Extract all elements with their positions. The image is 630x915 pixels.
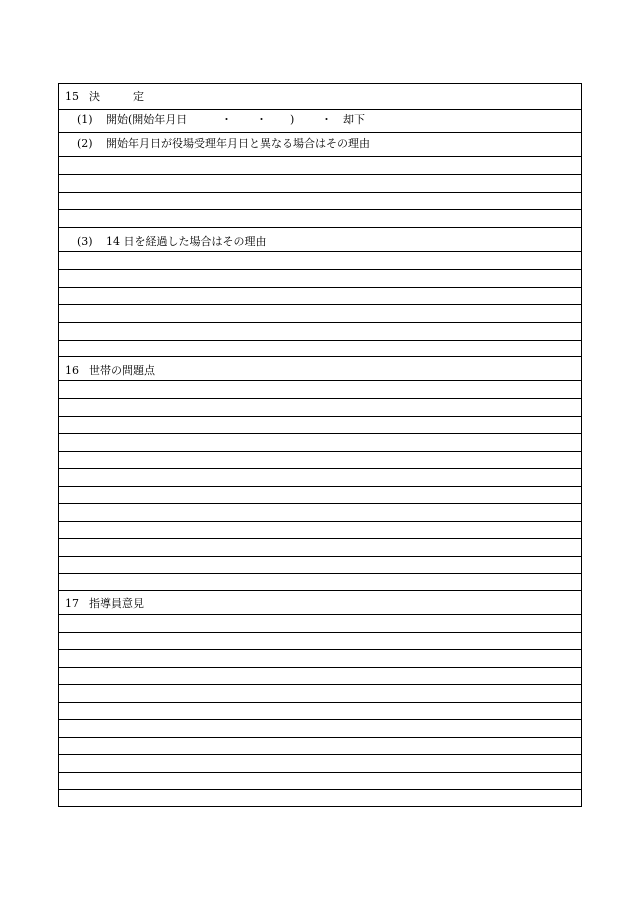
report-form bbox=[58, 83, 582, 807]
divider bbox=[59, 227, 581, 228]
writing-line bbox=[59, 209, 581, 210]
writing-line bbox=[59, 789, 581, 790]
section-divider bbox=[59, 590, 581, 591]
item1-separator: ・ bbox=[321, 113, 332, 126]
writing-line bbox=[59, 398, 581, 399]
writing-line bbox=[59, 433, 581, 434]
writing-line bbox=[59, 468, 581, 469]
divider bbox=[59, 132, 581, 133]
writing-line bbox=[59, 322, 581, 323]
divider bbox=[59, 156, 581, 157]
writing-line bbox=[59, 521, 581, 522]
writing-line bbox=[59, 573, 581, 574]
section15-title: 決 定 bbox=[89, 90, 144, 103]
writing-line bbox=[59, 416, 581, 417]
item1-text: 開始(開始年月日 bbox=[106, 113, 188, 126]
writing-line bbox=[59, 667, 581, 668]
writing-line bbox=[59, 451, 581, 452]
item2-text: 開始年月日が役場受理年月日と異なる場合はその理由 bbox=[106, 137, 370, 150]
section16-number: 16 bbox=[65, 364, 79, 377]
item1-close-paren: ) bbox=[290, 113, 295, 126]
writing-line bbox=[59, 754, 581, 755]
item1-date-separator-2: ・ bbox=[256, 113, 267, 126]
section17-title: 指導員意見 bbox=[89, 597, 144, 610]
writing-line bbox=[59, 556, 581, 557]
divider bbox=[59, 251, 581, 252]
item1-date-separator-1: ・ bbox=[221, 113, 232, 126]
section-divider bbox=[59, 356, 581, 357]
writing-line bbox=[59, 538, 581, 539]
writing-line bbox=[59, 684, 581, 685]
writing-line bbox=[59, 269, 581, 270]
section15-number: 15 bbox=[65, 90, 79, 103]
item1-number: (1) bbox=[77, 113, 93, 126]
divider bbox=[59, 109, 581, 110]
item3-text: 14 日を経過した場合はその理由 bbox=[106, 235, 267, 248]
writing-line bbox=[59, 304, 581, 305]
writing-line bbox=[59, 503, 581, 504]
writing-line bbox=[59, 486, 581, 487]
writing-line bbox=[59, 174, 581, 175]
item2-number: (2) bbox=[77, 137, 93, 150]
writing-line bbox=[59, 719, 581, 720]
section16-title: 世帯の問題点 bbox=[89, 364, 155, 377]
writing-line bbox=[59, 737, 581, 738]
divider bbox=[59, 614, 581, 615]
writing-line bbox=[59, 287, 581, 288]
writing-line bbox=[59, 192, 581, 193]
item3-number: (3) bbox=[77, 235, 93, 248]
writing-line bbox=[59, 632, 581, 633]
item1-reject: 却下 bbox=[343, 113, 365, 126]
writing-line bbox=[59, 772, 581, 773]
divider bbox=[59, 380, 581, 381]
writing-line bbox=[59, 702, 581, 703]
writing-line bbox=[59, 340, 581, 341]
writing-line bbox=[59, 649, 581, 650]
section17-number: 17 bbox=[65, 597, 79, 610]
